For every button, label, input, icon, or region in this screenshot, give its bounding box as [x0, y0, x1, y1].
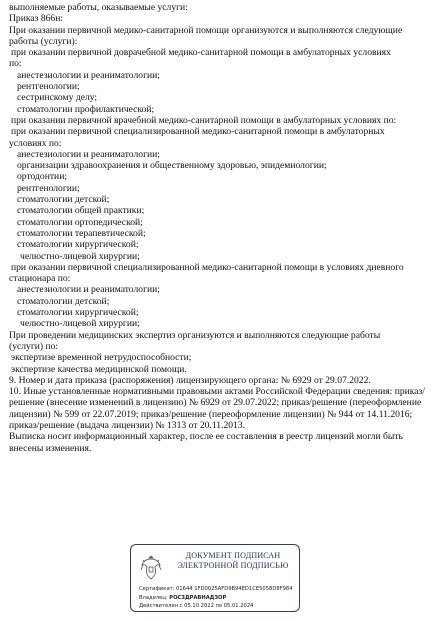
- text-line: работы (услуги):: [9, 35, 78, 47]
- stamp-title: ДОКУМЕНТ ПОДПИСАН ЭЛЕКТРОННОЙ ПОДПИСЬЮ: [177, 551, 289, 570]
- text-line: Приказ 866н:: [9, 13, 64, 25]
- list-item: сестринскому делу;: [17, 92, 98, 104]
- section-10: 10. Иные установленные нормативными правовыми актами Российской Федерации сведения: приказ/решение (внесение изменений в лицензию) № 6929 от 29.07.2022; приказ/решение (переоформление лицензии) № 599 от 22.07.2019; приказ/решение (переоформление лицензии) № 944 от 14.11.2016; приказ/решение (выдача лицензии) № 1313 от 20.11.2013.: [9, 386, 425, 431]
- text-line: при оказании первичной специализированной медико-санитарной помощи в амбулаторных: [11, 126, 385, 138]
- list-item: стоматологии детской;: [17, 194, 110, 206]
- list-item: анестезиологии и реаниматологии;: [17, 69, 160, 81]
- list-item: ортодонтии;: [17, 171, 67, 183]
- stamp-certificate: Сертификат: 01644 1FD0025AFD9B94ED1CE5058D8F984: [139, 586, 293, 592]
- list-item: челюстно-лицевой хирургии;: [20, 318, 140, 330]
- list-item: стоматологии терапевтической;: [17, 227, 146, 239]
- text-line: при оказании первичной врачебной медико-санитарной помощи в амбулаторных условиях по:: [11, 114, 397, 126]
- list-item: стоматологии хирургической;: [17, 239, 139, 251]
- list-item: экспертизе качества медицинской помощи.: [11, 363, 187, 375]
- list-item: челюстно-лицевой хирургии;: [20, 250, 140, 262]
- text-line: выполняемые работы, оказываемые услуги:: [9, 2, 188, 13]
- text-line: при оказании первичной специализированной медико-санитарной помощи в условиях дневного: [11, 261, 404, 273]
- list-item: стоматологии общей практики;: [17, 205, 145, 217]
- list-item: организации здравоохранения и общественному здоровью, эпидемиологии;: [17, 160, 327, 172]
- list-item: анестезиологии и реаниматологии;: [17, 148, 160, 160]
- disclaimer-note: Выписка носит информационный характер, после ее составления в реестр лицензий могли быть внесены изменения.: [9, 431, 403, 454]
- electronic-signature-stamp: [130, 544, 300, 612]
- list-item: стоматологии ортопедической;: [17, 216, 143, 228]
- stamp-owner: Владелец: РОСЗДРАВНАДЗОР: [139, 594, 227, 601]
- text-line: При проведении медицинских экспертиз организуются и выполняются следующие работы: [9, 329, 381, 341]
- document-body: [9, 2, 427, 454]
- section-9: 9. Номер и дата приказа (распоряжения) лицензирующего органа: № 6929 от 29.07.2022.: [9, 374, 371, 386]
- list-item: экспертизе временной нетрудоспособности;: [11, 352, 192, 364]
- list-item: стоматологии профилактической;: [17, 103, 155, 115]
- list-item: стоматологии детской;: [17, 295, 110, 307]
- text-line: по:: [9, 58, 22, 70]
- list-item: рентгенологии;: [17, 182, 80, 194]
- list-item: рентгенологии;: [17, 81, 80, 93]
- text-line: (услуги) по:: [9, 340, 59, 352]
- coat-of-arms-icon: [140, 553, 162, 581]
- stamp-details: [139, 585, 293, 611]
- text-line: При оказании первичной медико-санитарной помощи организуются и выполняются следующие: [9, 24, 403, 36]
- stamp-validity: Действителен с 05.10.2022 по 05.01.2024: [139, 603, 254, 610]
- list-item: стоматологии хирургической;: [17, 307, 139, 319]
- text-line: при оказании первичной доврачебной медико-санитарной помощи в амбулаторных условиях: [11, 47, 391, 59]
- text-line: стационара по:: [9, 273, 71, 285]
- text-line: условиях по:: [9, 137, 62, 149]
- list-item: анестезиологии и реаниматологии;: [17, 284, 160, 296]
